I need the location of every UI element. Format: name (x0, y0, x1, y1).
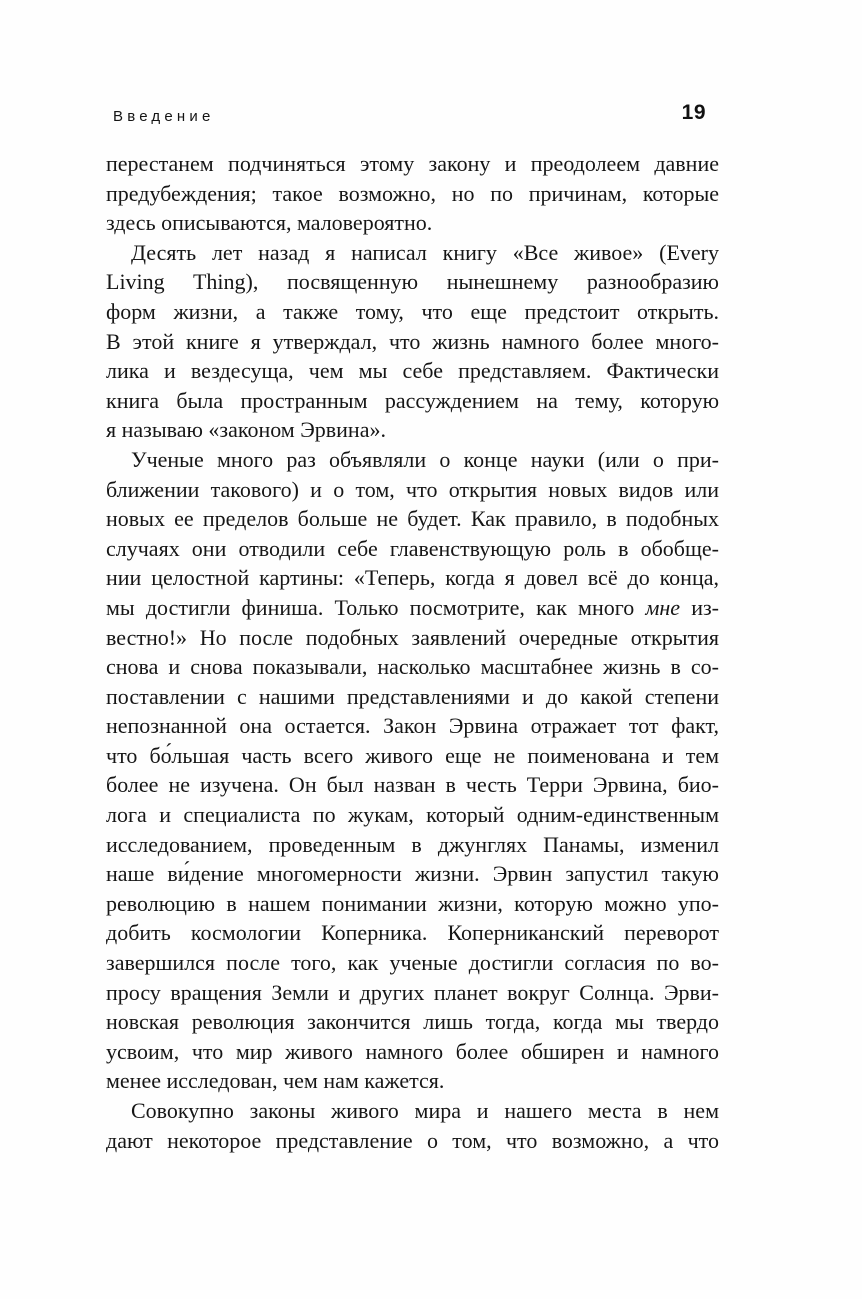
text-line: просу вращения Земли и других планет вокруг Солнца. Эрви- (106, 979, 719, 1005)
text-line: предубеждения; такое возможно, но по причинам, которые (106, 180, 719, 206)
text-line: я называю «законом Эрвина». (106, 417, 386, 443)
text-line: менее исследован, чем нам кажется. (106, 1068, 445, 1094)
text-line: новская революция закончится лишь тогда, когда мы твердо (106, 1009, 719, 1035)
paragraph-4 (106, 1096, 719, 1155)
text-line: что бо́льшая часть всего живого еще не поименована и тем (106, 742, 719, 768)
text-line: лика и вездесуща, чем мы себе представляем. Фактически (106, 358, 719, 384)
running-header-title: Введение (113, 108, 215, 125)
text-segment: из- (680, 594, 719, 620)
text-line: здесь описываются, маловероятно. (106, 210, 433, 236)
text-line: ближении такового) и о том, что открытия новых видов или (106, 476, 719, 502)
text-line: дают некоторое представление о том, что возможно, а что (106, 1127, 719, 1153)
paragraph-1 (106, 149, 719, 238)
text-line-with-emphasis (106, 593, 719, 623)
page-number: 19 (681, 101, 706, 124)
text-line: вестно!» Но после подобных заявлений очередные открытия (106, 624, 719, 650)
text-line: исследованием, проведенным в джунглях Панамы, изменил (106, 831, 719, 857)
text-line: Ученые много раз объявляли о конце науки (или о при- (131, 446, 719, 472)
text-line: наше ви́дение многомерности жизни. Эрвин запустил такую (106, 861, 719, 887)
text-line: Living Thing), посвященную нынешнему разнообразию (106, 269, 719, 295)
text-line: случаях они отводили себе главенствующую роль в обобще- (106, 535, 719, 561)
text-line: Совокупно законы живого мира и нашего места в нем (131, 1098, 719, 1123)
text-line: непознанной она остается. Закон Эрвина отражает тот факт, (106, 713, 719, 739)
text-line: В этой книге я утверждал, что жизнь намного более много- (106, 328, 719, 354)
text-line: нии целостной картины: «Теперь, когда я довел всё до конца, (106, 565, 719, 591)
text-line: лога и специалиста по жукам, который одним-единственным (106, 802, 719, 828)
text-line: более не изучена. Он был назван в честь Терри Эрвина, био- (106, 772, 719, 798)
text-line: Десять лет назад я написал книгу «Все живое» (Every (131, 239, 719, 265)
text-line: завершился после того, как ученые достигли согласия по во- (106, 950, 719, 976)
text-line: поставлении с нашими представлениями и до какой степени (106, 683, 719, 709)
text-line: революцию в нашем понимании жизни, которую можно упо- (106, 890, 719, 916)
text-segment: мы достигли финиша. Только посмотрите, как много (106, 594, 646, 620)
text-line: снова и снова показывали, насколько масштабнее жизнь в со- (106, 654, 719, 680)
emphasized-word: мне (645, 594, 681, 620)
text-line: форм жизни, а также тому, что еще предстоит открыть. (106, 298, 719, 324)
body-text (106, 149, 719, 1155)
paragraph-2 (106, 238, 719, 445)
text-line: перестанем подчиняться этому закону и преодолеем давние (106, 151, 719, 176)
text-line: усвоим, что мир живого намного более обширен и намного (106, 1038, 719, 1064)
text-line: книга была пространным рассуждением на тему, которую (106, 387, 719, 413)
text-line: добить космологии Коперника. Коперниканский переворот (106, 920, 719, 946)
text-line: новых ее пределов больше не будет. Как правило, в подобных (106, 506, 719, 532)
paragraph-3 (106, 445, 719, 1096)
